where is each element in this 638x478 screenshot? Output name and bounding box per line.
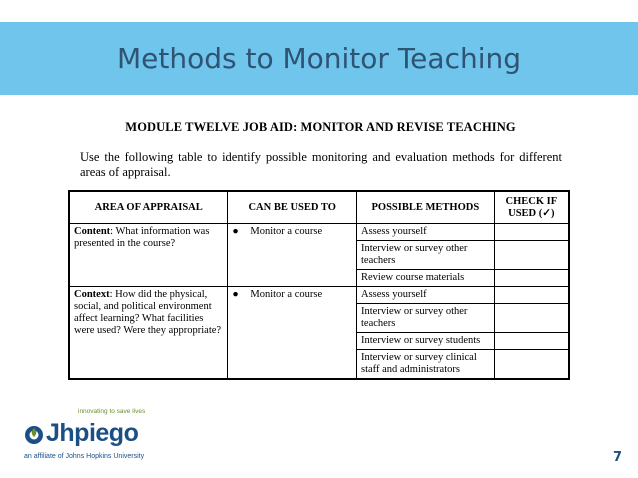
title-bar xyxy=(0,22,638,95)
header-area-of-appraisal: AREA OF APPRAISAL xyxy=(69,191,228,224)
area-cell-content xyxy=(69,224,228,287)
job-aid-table xyxy=(68,190,570,380)
job-aid-document xyxy=(68,120,573,380)
check-cell[interactable] xyxy=(494,224,569,241)
bullet-icon: ● xyxy=(232,226,239,237)
check-cell[interactable] xyxy=(494,287,569,304)
table-header-row xyxy=(69,191,569,224)
use-cell-context xyxy=(228,287,357,380)
bullet-icon: ● xyxy=(232,289,239,300)
check-cell[interactable] xyxy=(494,270,569,287)
area-term: Content xyxy=(74,226,111,237)
globe-drop-icon xyxy=(24,425,44,445)
check-cell[interactable] xyxy=(494,241,569,270)
document-intro: Use the following table to identify possible monitoring and evaluation methods for different areas of appraisal. xyxy=(80,150,562,179)
logo-wordmark: Jhpiego xyxy=(46,419,139,447)
check-cell[interactable] xyxy=(494,350,569,380)
area-term: Context xyxy=(74,289,110,300)
area-cell-context xyxy=(69,287,228,380)
method-cell: Interview or survey students xyxy=(357,333,495,350)
method-cell: Interview or survey other teachers xyxy=(357,304,495,333)
method-cell: Interview or survey other teachers xyxy=(357,241,495,270)
check-cell[interactable] xyxy=(494,304,569,333)
page-number: 7 xyxy=(612,450,622,465)
method-cell: Assess yourself xyxy=(357,287,495,304)
jhpiego-logo xyxy=(22,407,162,467)
document-heading: MODULE TWELVE JOB AID: MONITOR AND REVISE TEACHING xyxy=(125,120,516,134)
header-can-be-used-to: CAN BE USED TO xyxy=(228,191,357,224)
use-label: Monitor a course xyxy=(250,289,323,300)
logo-affiliate: an affiliate of Johns Hopkins University xyxy=(24,453,145,460)
method-cell: Interview or survey clinical staff and administrators xyxy=(357,350,495,380)
logo-tagline: innovating to save lives xyxy=(78,408,146,415)
area-description: : What information was presented in the course? xyxy=(74,226,210,249)
area-description: : How did the physical, social, and political environment affect learning? What facilities were used? Were they appropriate? xyxy=(74,289,222,336)
use-cell-content xyxy=(228,224,357,287)
check-cell[interactable] xyxy=(494,333,569,350)
table-row xyxy=(69,287,569,304)
header-possible-methods: POSSIBLE METHODS xyxy=(357,191,495,224)
method-cell: Assess yourself xyxy=(357,224,495,241)
method-cell: Review course materials xyxy=(357,270,495,287)
header-check-if-used: CHECK IF USED (✓) xyxy=(494,191,569,224)
slide-title: Methods to Monitor Teaching xyxy=(116,42,522,75)
table-row xyxy=(69,224,569,241)
use-label: Monitor a course xyxy=(250,226,323,237)
